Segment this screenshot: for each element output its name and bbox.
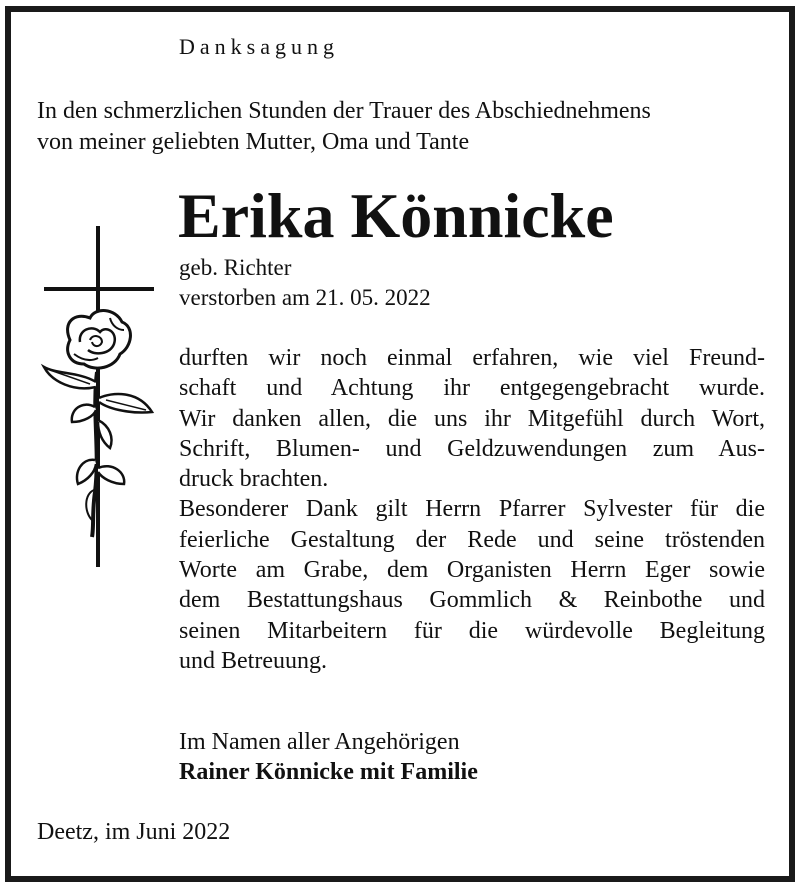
body-line: Wir danken allen, die uns ihr Mitgefühl durch Wort, [179, 405, 765, 432]
body-line: schaft und Achtung ihr entgegengebracht wurde. [179, 375, 765, 402]
body-line: seinen Mitarbeitern für die würdevolle Begleitung [179, 617, 765, 644]
body-line: und Betreuung. [179, 647, 327, 674]
body-line: durften wir noch einmal erfahren, wie viel Freund- [179, 345, 765, 371]
death-date: verstorben am 21. 05. 2022 [179, 285, 431, 310]
body-line: feierliche Gestaltung der Rede und seine tröstenden [179, 526, 765, 553]
deceased-name: Erika Könnicke [178, 180, 614, 251]
signoff-text: Im Namen aller Angehörigen [179, 729, 460, 755]
body-line: Schrift, Blumen- und Geldzuwendungen zum Aus- [179, 435, 765, 462]
intro-text [37, 96, 651, 158]
intro-line: von meiner geliebten Mutter, Oma und Tante [37, 129, 470, 155]
intro-line: In den schmerzlichen Stunden der Trauer des Abschiednehmens [37, 98, 651, 124]
body-line: druck brachten. [179, 466, 329, 493]
body-line: Besonderer Dank gilt Herrn Pfarrer Sylvester für die [179, 496, 765, 523]
place-date: Deetz, im Juni 2022 [37, 819, 231, 845]
signatory-name: Rainer Könnicke mit Familie [179, 759, 478, 785]
signature-block [179, 727, 478, 787]
cross-with-rose-icon [40, 222, 160, 572]
birth-name: geb. Richter [179, 255, 292, 280]
body-text [179, 343, 765, 676]
body-line: Worte am Grabe, dem Organisten Herrn Eger sowie [179, 557, 765, 584]
notice-title: Danksagung [179, 34, 339, 59]
body-line: dem Bestattungshaus Gommlich & Reinbothe und [179, 587, 765, 614]
